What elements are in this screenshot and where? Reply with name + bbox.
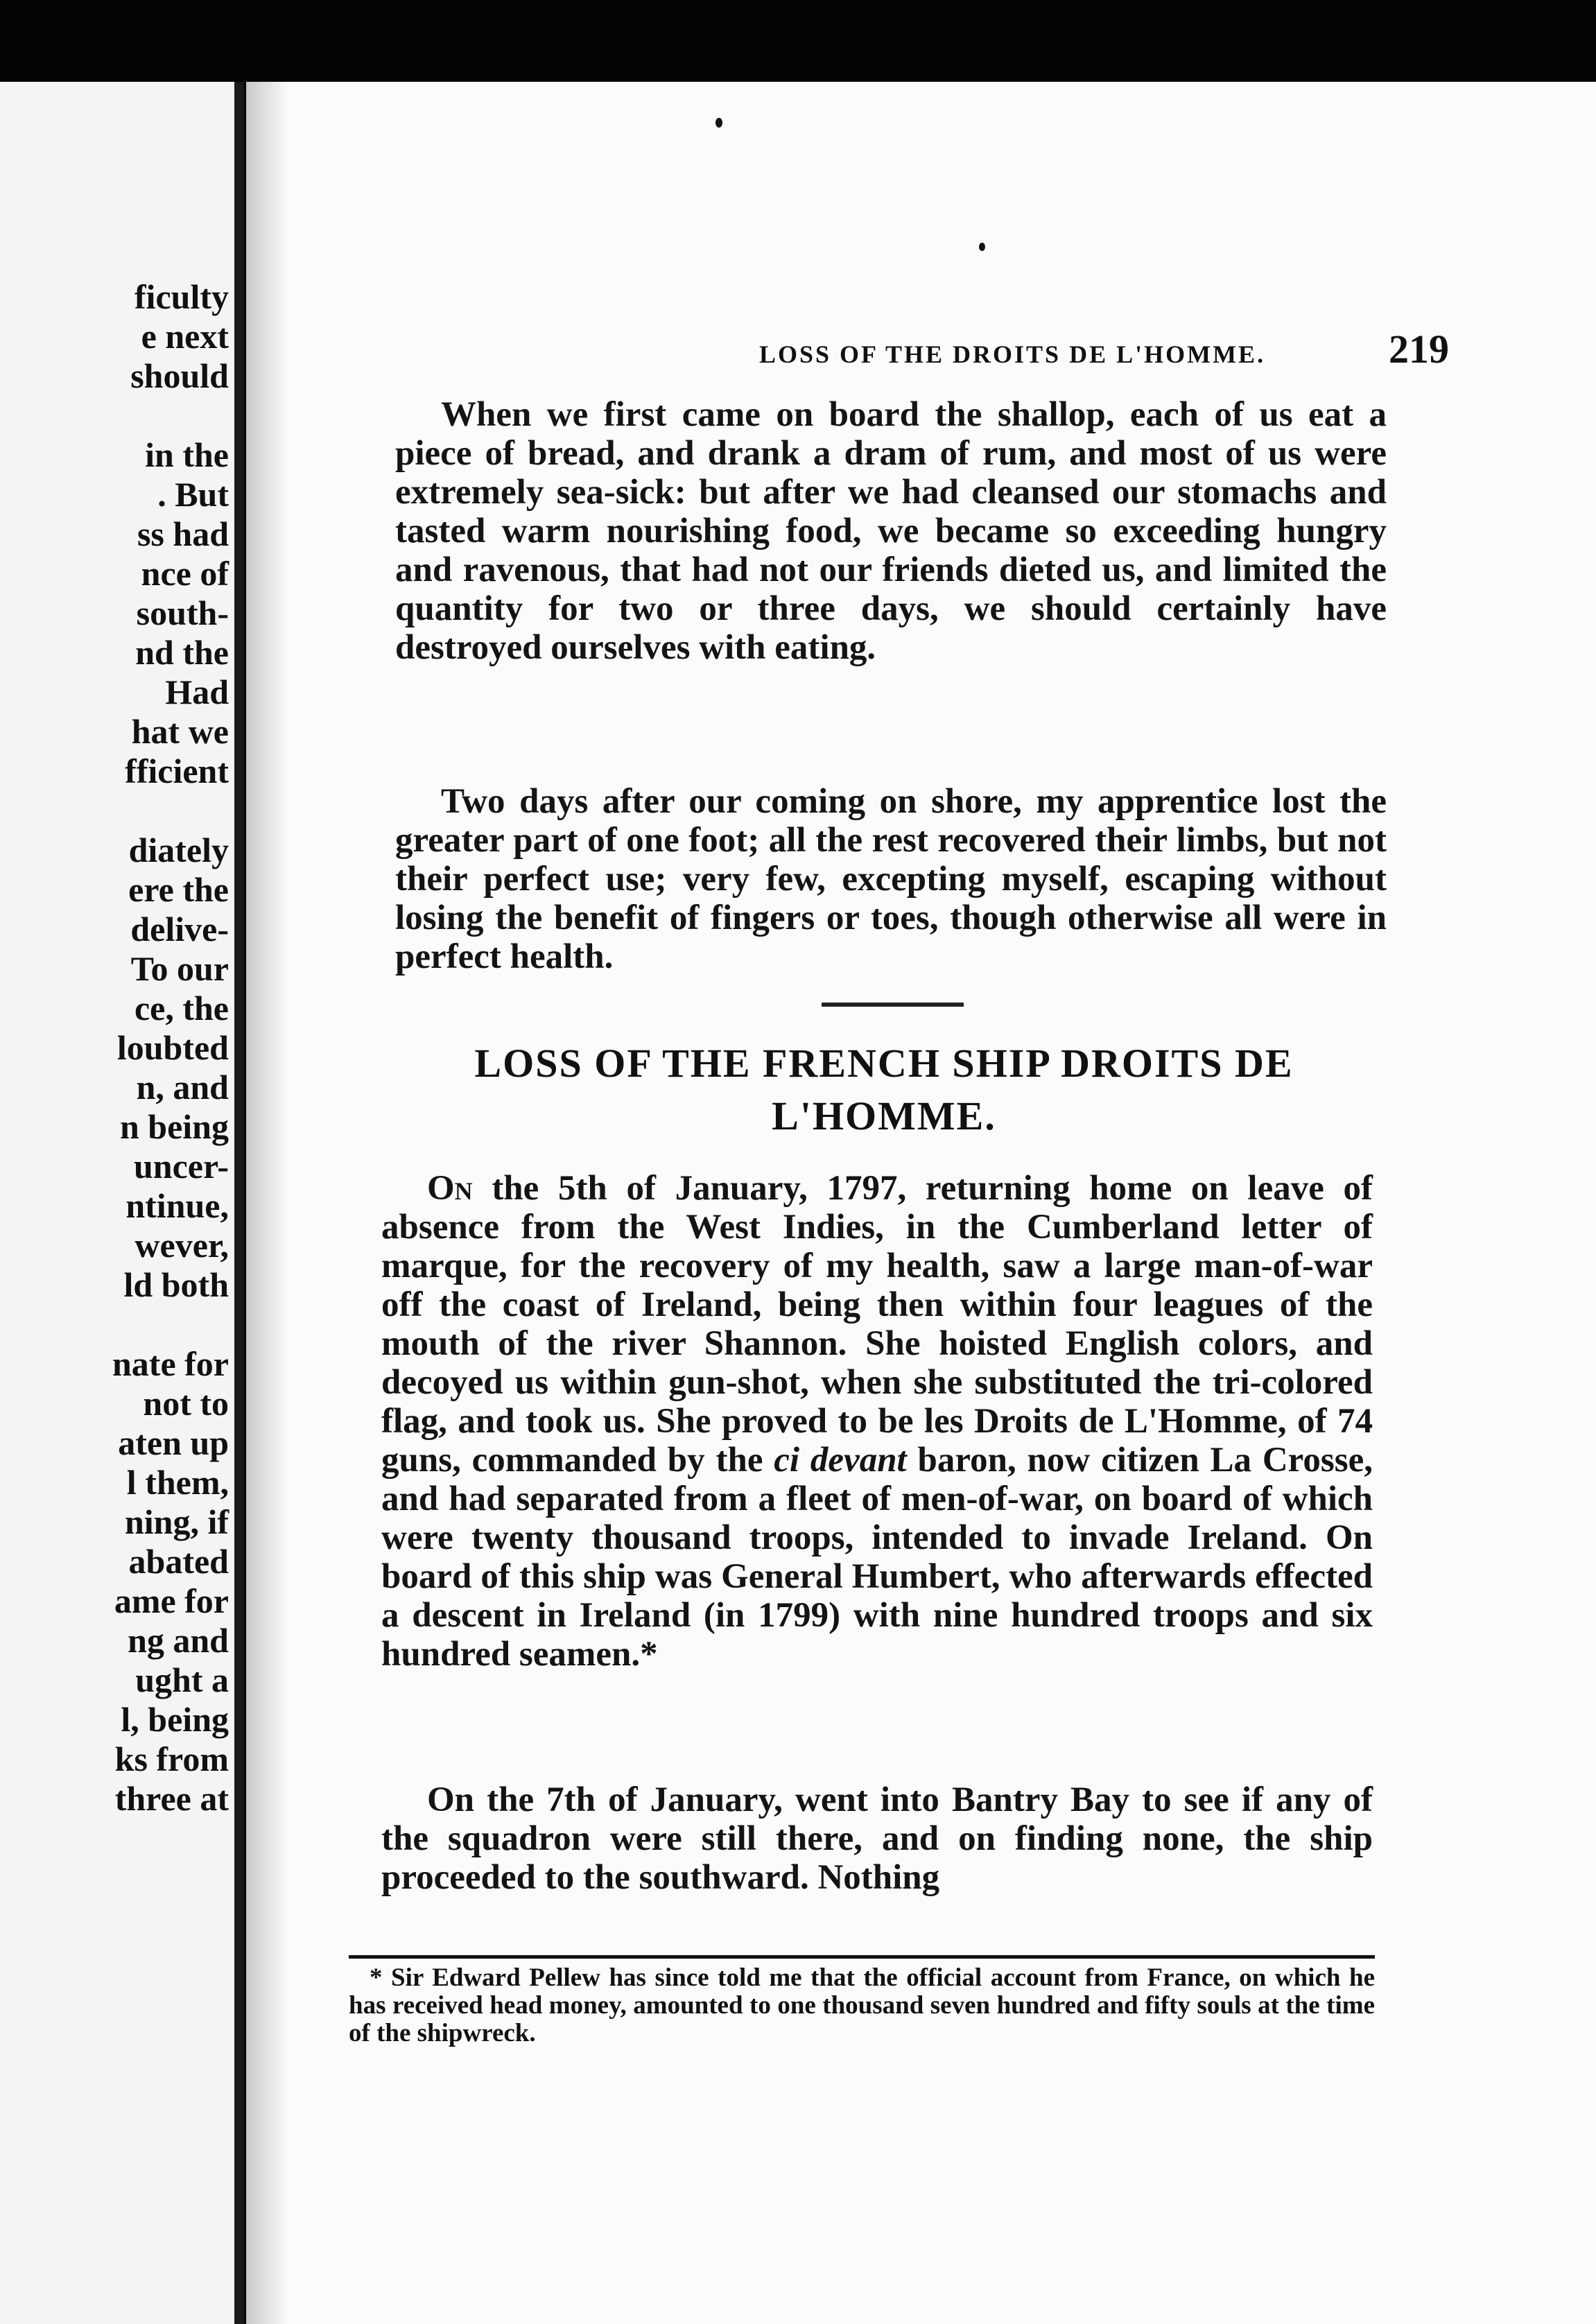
facing-page-line: ld both [123,1265,229,1304]
paragraph-4-text: On the 7th of January, went into Bantry Bay to see if any of the squadron were still there, and on finding none, the ship proceeded to the southward. Nothing [381,1780,1373,1897]
facing-page-line: ere the [128,870,229,909]
paragraph-3-text [381,1169,1373,1674]
facing-page-line: nd the [135,633,229,672]
paragraph-3-end: baron, now citizen La Crosse, and had separated from a fleet of men-of-war, on board of which were twenty thousand troops, intended to invade Ireland. On board of this ship was General Humbert, who afterwards effected a descent in Ireland (in 1799) with nine hundred troops and six hundred seamen.* [381,1441,1373,1674]
facing-page-line: uncer- [134,1147,229,1186]
facing-page-line: hat we [131,712,229,751]
facing-page-line: ng and [128,1621,229,1660]
facing-page-line: wever, [135,1226,229,1265]
paragraph-1-text: When we first came on board the shallop, each of us eat a piece of bread, and drank a dram of rum, and most of us were extremely sea-sick: but after we had cleansed our stomachs and tasted warm nourishing food, we became so exceeding hungry and ravenous, that had not our friends dieted us, and limited the quantity for two or three days, we should certainly have destroyed ourselves with eating. [395,395,1387,667]
facing-page-line: e next [141,317,229,356]
facing-page-line: nce of [141,554,229,593]
facing-page-line: nate for [112,1344,229,1383]
facing-page-line: To our [130,949,229,988]
footnote-text: * Sir Edward Pellew has since told me that the official account from France, on which he has received head money, amounted to one thousand seven hundred and fifty souls at the time of the shipwreck. [349,1963,1375,2047]
paragraph-4 [381,1780,1373,1897]
facing-page-line: n being [119,1107,229,1146]
facing-page-text [0,82,234,2324]
facing-page-line: three at [114,1779,229,1818]
paragraph-3 [381,1169,1373,1674]
paragraph-3-lead: On [427,1169,473,1208]
facing-page-line: ss had [137,514,229,553]
facing-page-line: ks from [114,1740,229,1778]
gutter-shadow [246,82,288,2324]
facing-page-line: diately [128,831,229,869]
facing-page-line: ficulty [134,277,229,316]
book-page [246,82,1596,2324]
facing-page-line: aten up [118,1423,229,1462]
facing-page-line: ught a [135,1660,229,1699]
section-divider [822,1003,964,1007]
facing-page-line: l, being [121,1700,229,1739]
facing-page-line: ning, if [124,1502,229,1541]
paragraph-2-text: Two days after our coming on shore, my apprentice lost the greater part of one foot; all the rest recovered their limbs, but not their perfect use; very few, excepting myself, escaping without losing the benefit of fingers or toes, though otherwise all were in perfect health. [395,782,1387,976]
facing-page-line: loubted [116,1028,229,1067]
facing-page-line: fficient [125,752,229,790]
ink-speck [979,243,985,251]
facing-page-line: . But [157,475,229,514]
facing-page-line: not to [143,1384,229,1423]
facing-page-line: ce, the [134,989,229,1027]
facing-page-fragment [0,82,244,2324]
facing-page-line: n, and [136,1068,229,1107]
facing-page-line: ntinue, [125,1186,229,1225]
facing-page-line: south- [136,593,229,632]
footnote-rule [349,1955,1375,1959]
facing-page-line: should [130,356,229,395]
paragraph-2 [395,782,1387,976]
page-number: 219 [1389,327,1449,372]
paragraph-3-main: the 5th of January, 1797, returning home on leave of absence from the West Indies, in the Cumberland letter of marque, for the recovery of my health, saw a large man-of-war off the coast of Ireland, being then within four leagues of the mouth of the river Shannon. She hoisted English colors, and decoyed us within gun-shot, when she substituted the tri-colored flag, and took us. She proved to be les Droits de L'Homme, of 74 guns, commanded by the [381,1169,1373,1480]
facing-page-line: in the [145,435,229,474]
paragraph-1 [395,395,1387,667]
paragraph-3-italic: ci devant [774,1441,907,1480]
facing-page-line: ame for [114,1581,229,1620]
ink-speck [715,118,722,128]
facing-page-line: Had [165,673,229,711]
section-title: LOSS OF THE FRENCH SHIP DROITS DE L'HOMME. [474,1041,1294,1138]
running-head: LOSS OF THE DROITS DE L'HOMME. [758,340,1266,368]
facing-page-line: abated [128,1542,229,1581]
facing-page-line: l them, [126,1463,229,1502]
facing-page-line: delive- [130,910,229,948]
footnote [349,1964,1375,2047]
